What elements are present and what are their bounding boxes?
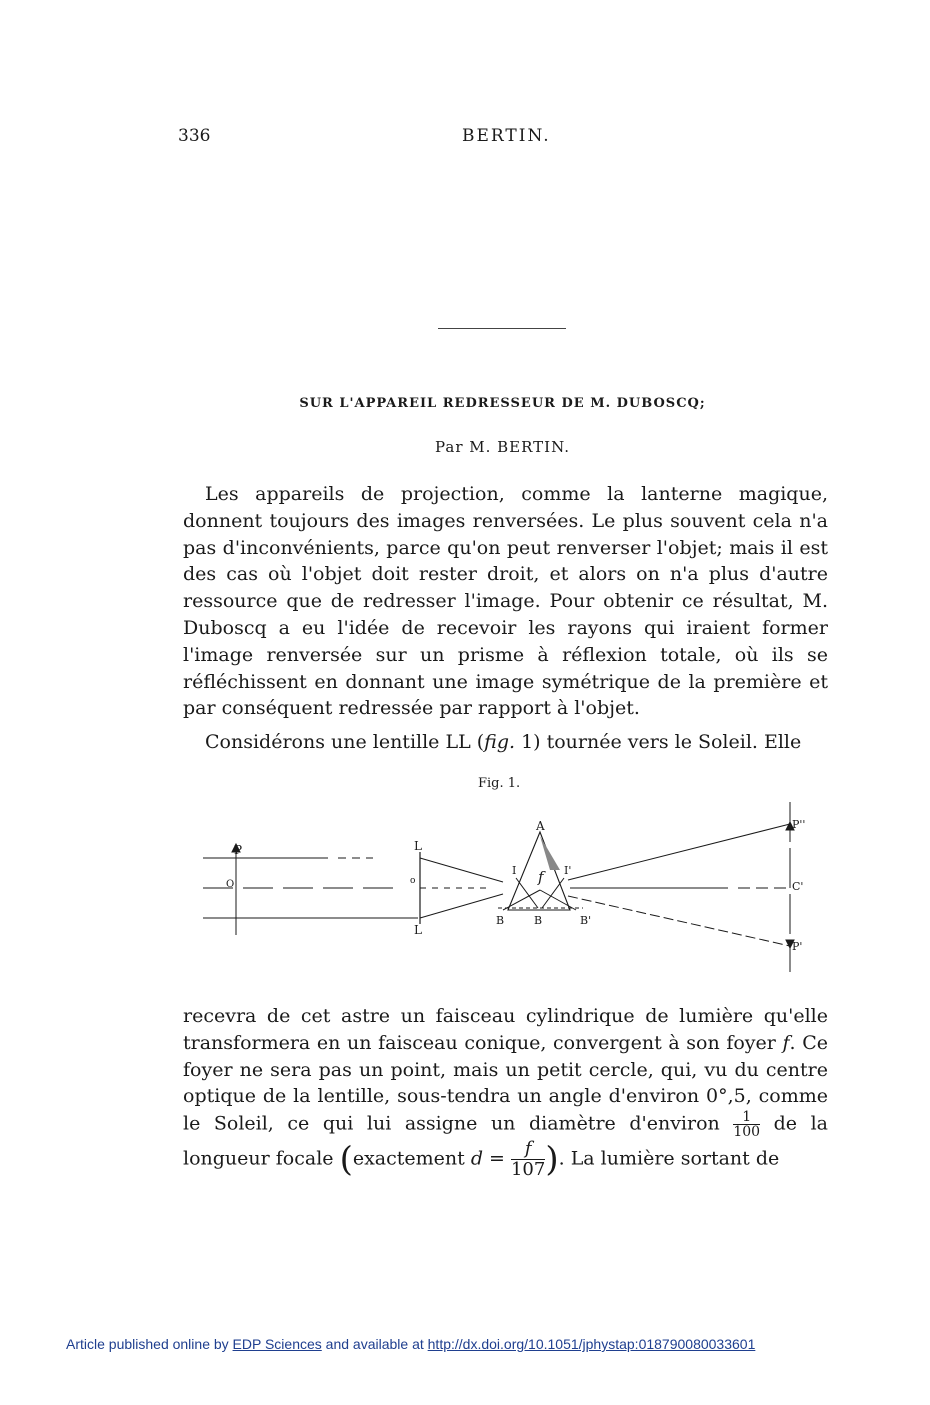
paragraph-3-text-e: . La lumière sortant de xyxy=(558,1147,780,1170)
running-title: BERTIN. xyxy=(462,126,551,146)
section-divider xyxy=(438,328,566,329)
article-byline: Par M. BERTIN. xyxy=(434,438,571,456)
label-P-prime: P' xyxy=(792,940,803,953)
fraction2-numerator: f xyxy=(524,1138,532,1160)
label-O: O xyxy=(226,879,235,890)
reflected-ray-3 xyxy=(503,890,540,910)
label-P-double-prime: P'' xyxy=(792,818,806,831)
figure-caption: Fig. 1. xyxy=(478,776,521,791)
label-B-left: B xyxy=(496,914,505,927)
optical-diagram xyxy=(198,790,838,985)
open-paren: ( xyxy=(339,1139,353,1180)
outgoing-ray-bottom xyxy=(568,896,790,946)
paragraph-3-text-c: de la longueur focale xyxy=(183,1112,828,1170)
paragraph-2-text-b: 1) tournée vers le Soleil. Elle xyxy=(515,731,802,753)
equals-sign: = xyxy=(482,1147,511,1170)
paragraph-2-text-a: Considérons une lentille LL ( xyxy=(205,731,485,753)
footer-notice xyxy=(66,1336,755,1352)
diameter-symbol: d xyxy=(470,1147,483,1170)
label-B-mid: B xyxy=(534,914,543,927)
close-paren: ) xyxy=(545,1139,559,1180)
label-P: P xyxy=(234,843,243,857)
cone-ray-bottom xyxy=(420,894,503,918)
label-I-prime: I' xyxy=(564,864,572,877)
fraction2-denominator: 107 xyxy=(510,1159,546,1181)
label-L-top: L xyxy=(414,839,422,853)
label-A: A xyxy=(536,819,545,833)
paragraph-3-text-d: exactement xyxy=(352,1147,471,1170)
fraction-f-over-107 xyxy=(511,1139,545,1180)
fraction-numerator: 1 xyxy=(742,1109,752,1126)
reflected-ray-4 xyxy=(540,890,576,910)
label-B-prime: B' xyxy=(580,914,592,927)
paragraph-2 xyxy=(183,729,828,756)
footer-text-b: and available at xyxy=(321,1336,428,1352)
fraction-one-hundredth xyxy=(733,1110,760,1139)
label-L-bottom: L xyxy=(414,923,422,937)
paragraph-3-text-a: recevra de cet astre un faisceau cylindrique de lumière qu'elle transformera en un faisceau conique, convergent à son foyer xyxy=(183,1005,828,1054)
paragraph-3 xyxy=(183,1003,828,1180)
article-title: SUR L'APPAREIL REDRESSEUR DE M. DUBOSCQ; xyxy=(299,396,706,411)
outgoing-ray-top xyxy=(568,824,790,880)
paragraph-3-text-b: . Ce foyer ne sera pas un point, mais un petit cercle, qui, vu du centre optique de la lentille, sous-tendra un angle d'environ 0°,5, comme le Soleil, ce qui lui assigne un diamètre d'environ xyxy=(183,1031,828,1135)
footer-text-a: Article published online by xyxy=(66,1336,233,1352)
fig-reference: fig. xyxy=(484,731,516,753)
label-C-prime: C' xyxy=(792,880,804,893)
publisher-link[interactable]: EDP Sciences xyxy=(232,1336,322,1352)
paragraph-1: Les appareils de projection, comme la lanterne magique, donnent toujours des images renversées. Le plus souvent cela n'a pas d'inconvénients, parce qu'on peut renverser l'objet; mais il est des cas où l'objet doit rester droit, et alors on n'a plus d'autre ressource que de redresser l'image. Pour obtenir ce résultat, M. Duboscq a eu l'idée de recevoir les rayons qui iraient former l'image renversée sur un prisme à réflexion totale, où ils se réfléchissent en donnant une image symétrique de la première et par conséquent redressée par rapport à l'objet. xyxy=(183,483,828,720)
label-I: I xyxy=(512,864,517,877)
label-o: o xyxy=(410,876,416,886)
focal-symbol: f xyxy=(782,1031,790,1054)
label-f: f xyxy=(538,868,544,886)
page-number: 336 xyxy=(178,126,211,146)
cone-ray-top xyxy=(420,858,503,882)
doi-link[interactable]: http://dx.doi.org/10.1051/jphystap:018790080033601 xyxy=(427,1336,756,1352)
fraction-denominator: 100 xyxy=(733,1124,761,1141)
